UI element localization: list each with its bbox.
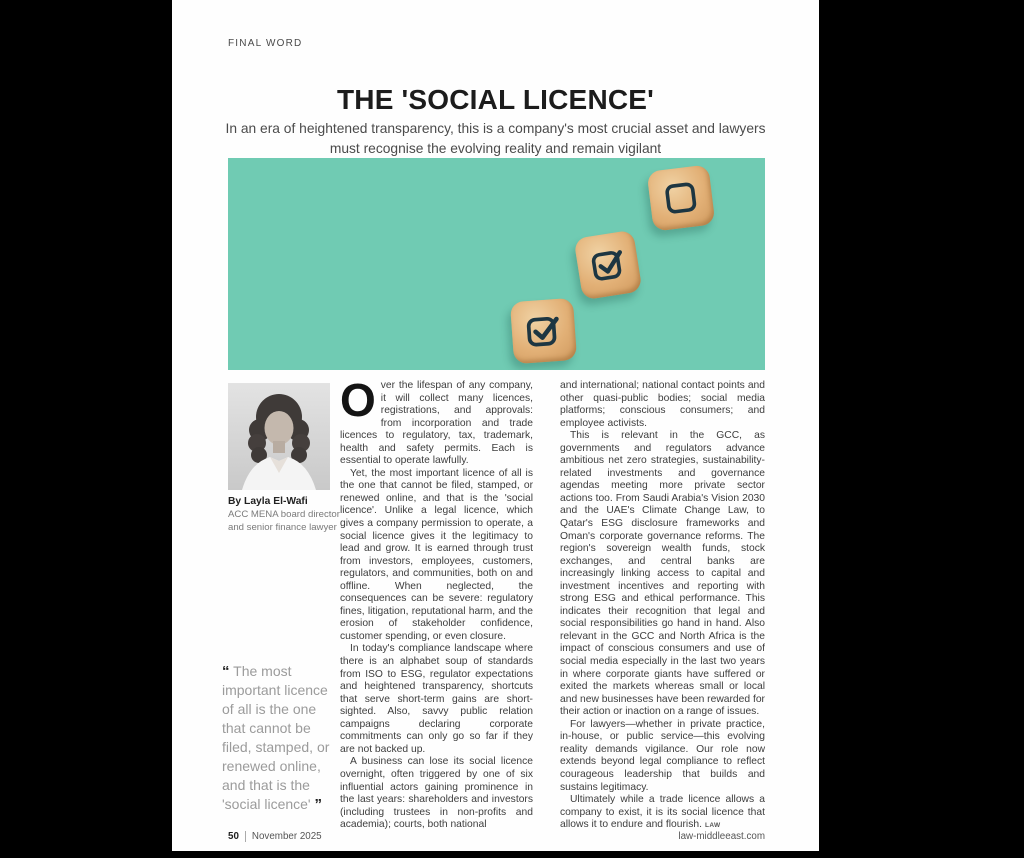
byline-block	[228, 496, 340, 534]
closing-paragraph	[560, 794, 765, 833]
article-title: THE 'SOCIAL LICENCE'	[336, 84, 655, 115]
open-quote-icon: “	[222, 663, 230, 680]
lead-paragraph-text: ver the lifespan of any company, it will collect many licences, registrations, and approvals: from incorporation and trade licences to regulatory, tax, trademark, health and safety permits. Each is essential to operate lawfully.	[340, 380, 533, 467]
body-paragraph: and international; national contact points and other quasi-public bodies; social media platforms; conscious consumers; and employee activists.	[560, 380, 765, 429]
square-outline-icon	[654, 172, 708, 224]
body-paragraph: Yet, the most important licence of all is the one that cannot be filed, stamped, or renewed online, and that is the 'social licence'. Unlike a legal licence, which gives a company permission to operate, a social licence gives it the legitimacy to lead and grow. It is earned through trust from investors, employees, customers, regulators, and communities, both on and offline. When neglected, the consequences can be severe: regulatory fines, litigation, reputational harm, and the erosion of stakeholder confidence, customer spending, or even closure.	[340, 467, 533, 642]
article-subtitle	[172, 119, 819, 158]
close-quote-icon: ”	[314, 796, 322, 813]
empty-checkbox-die-icon	[647, 164, 716, 231]
magazine-end-mark: LAW	[704, 822, 721, 830]
author-name: By Layla El-Wafi	[228, 496, 308, 507]
body-paragraph: A business can lose its social licence overnight, often triggered by one of six influential actors gaining prominence in the last years: shareholders and investors (including trustees in non-profits and academia); courts, both national	[340, 756, 533, 831]
magazine-page	[172, 0, 819, 851]
column2-paragraphs	[560, 380, 765, 794]
footer-left	[228, 831, 322, 842]
column1-paragraphs	[340, 468, 533, 832]
body-paragraph: This is relevant in the GCC, as governments and regulators advance ambitious net zero strategies, sustainability-related investments and governance agendas meeting more private sector actions too. From Saudi Arabia's Vision 2030 and the UAE's Climate Change Law, to Qatar's ESG disclosure frameworks and Oman's corporate governance reforms. The region's sovereign wealth funds, stock exchanges, and central banks are increasingly linking access to capital and investment incentives and reporting with strong ESG and ethical performance. This indicates their recognition that legal and social responsibilities go hand in hand. Also relevant in the GCC and North Africa is the impact of conscious consumers and use of social media especially in the last two years in where corporate giants have suffered or exited the markets whereas small or local and new businesses have been rewarded for their action or inaction on a range of issues.	[560, 430, 765, 718]
page-footer	[228, 831, 765, 842]
hero-image	[228, 158, 765, 370]
drop-cap: O	[340, 374, 376, 426]
article-subtitle-text: In an era of heightened transparency, this is a company's most crucial asset and lawyers must recognise the evolving reality and remain vigilant	[225, 121, 766, 156]
lead-paragraph	[340, 374, 533, 468]
pull-quote	[222, 662, 340, 814]
closing-paragraph-text: Ultimately while a trade licence allows a company to exist, it is its social licence that allows it to endure and flourish.	[560, 794, 765, 831]
body-paragraph: In today's compliance landscape where there is an alphabet soup of standards from ISO to ESG, regulator expectations and heightened transparency, shortcuts that serve short-term gains are short-sighted. Also, savvy public relation campaigns declaring corporate commitments can only go so far if they are not backed up.	[340, 643, 533, 755]
checkbox-checked-icon	[517, 305, 569, 357]
author-portrait-image	[228, 383, 330, 490]
body-column-1	[340, 374, 533, 832]
author-photo	[228, 383, 330, 490]
checked-checkbox-die-icon	[510, 298, 577, 364]
body-paragraph: For lawyers—whether in private practice, in-house, or public service—this evolving reality demands vigilance. Our role now extends beyond legal compliance to reflect courageous leadership that builds and sustains legitimacy.	[560, 718, 765, 793]
magazine-website: law-middleeast.com	[678, 831, 765, 842]
section-kicker: FINAL WORD	[228, 38, 303, 49]
checked-checkbox-die-icon	[574, 230, 643, 301]
pull-quote-text: The most important licence of all is the one that cannot be filed, stamped, or renewed online, and that is the 'social licence'	[222, 663, 330, 812]
footer-divider	[245, 831, 246, 842]
checkbox-checked-icon	[581, 237, 635, 292]
issue-date: November 2025	[251, 831, 322, 842]
body-column-2	[560, 380, 765, 833]
page-number: 50	[228, 831, 239, 842]
author-role: ACC MENA board director and senior finance lawyer	[228, 509, 340, 533]
